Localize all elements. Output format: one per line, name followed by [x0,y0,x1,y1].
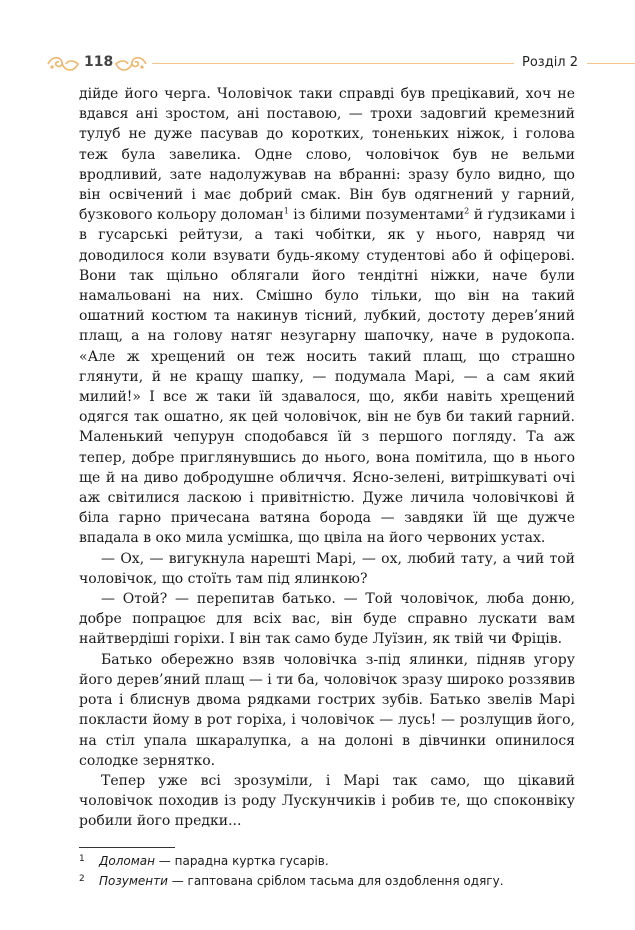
paragraph-1-part-b: із білими позументами [288,207,465,224]
footnote-mark: 2 [79,874,85,884]
paragraph-2: — Ох, — вигукнула нарешті Марі, — ох, любий тату, а чий той чоловічок, що стоїть там під ялинкою? [79,550,575,587]
paragraph-5: Тепер уже всі зрозуміли, і Марі так само, що цікавий чоловічок походив із роду Лускунчиків і робив те, що споконвіку робили його предки... [79,772,575,830]
footnote-definition: — парадна куртка гусарів. [154,854,329,868]
running-header [0,50,635,78]
section-title: Розділ 2 [522,55,579,70]
main-text [79,84,575,832]
footnote-ref-2: 2 [464,206,470,216]
left-scroll-ornament-icon [46,50,80,78]
footnote-ref-1: 1 [283,206,289,216]
paragraph-1-part-c: й ґудзиками і в гусарські рейтузи, а такі чобітки, як у нього, навряд чи доводилося коли взувати будь-якому студентові або й офіцерові. Вони так щільно облягали його тендітні ніжки, наче були намальовані на них. Смішно було тільки, що він на такий ошатний костюм та накинув тісний, лубкий, достоту дерев’яний плащ, а на голову натяг незугарну шапочку, наче в рудокопа. «Але ж хрещений он теж носить такий плащ, що страшно глянути, й не кращу шапку, — подумала Марі, — а сам який милий!» І все ж таки їй здавалося, що, якби навіть хрещений одягся так ошатно, як цей чоловічок, він не був би такий гарний. Маленький чепурун сподобався їй з першого погляду. Та аж тепер, добре приглянувшись до нього, вона помітила, що в нього ще й на диво добродушне обличчя. Ясно-зелені, витрішкуваті очі аж світилися ласкою і привітністю. Дуже личила чоловічкові й біла гарно причесана ватяна борода — завдяки їй ще дужче впадала в око мила усмішка, що цвіла на його червоних устах. [79,207,575,547]
page-number: 118 [84,54,114,70]
footnote-term: Позументи [99,874,168,888]
paragraph-1-part-a: дійде його черга. Чоловічок таки справді був прецікавий, хоч не вдався ані зростом, ані поставою, — трохи задовгий кремезний тулуб не дуже пасував до коротких, тоненьких ніжок, і голова теж була завелика. Одне слово, чоловічок був не вельми вродливий, зате надолужував на вбранні: зразу було видно, що він освічений і має добрий смак. Він був одягнений у гарний, бузкового кольору доломан [79,86,575,224]
footnote-term: Доломан [99,854,155,868]
footnote-mark: 1 [79,854,85,864]
footnote-definition: — гаптована сріблом тасьма для оздоблення одягу. [167,874,504,888]
footnote-1 [79,851,579,871]
right-scroll-ornament-icon [114,50,148,78]
header-rule-tail [587,63,635,64]
header-rule [152,63,514,64]
footnote-separator [79,847,175,848]
footnotes [79,851,579,891]
paragraph-3: — Отой? — перепитав батько. — Той чоловічок, люба доню, добре попрацює для всіх вас, він буде справно лускати вам найтвердіші горіхи. І він так само буде Луїзин, як твій чи Фріців. [79,591,575,648]
paragraph-4: Батько обережно взяв чоловічка з-під ялинки, підняв угору його дерев’яний плащ — і ти ба, чоловічок зразу широко роззявив рота і блиснув двома рядками гострих зубів. Батько звелів Марі покласти йому в рот горіха, і чоловічок — лусь! — розлущив його, на стіл упала шкаралупка, а на долоні в дівчинки опинилося солодке зернятко. [79,651,575,769]
footnote-2 [79,871,579,891]
paragraph-1 [79,84,575,549]
